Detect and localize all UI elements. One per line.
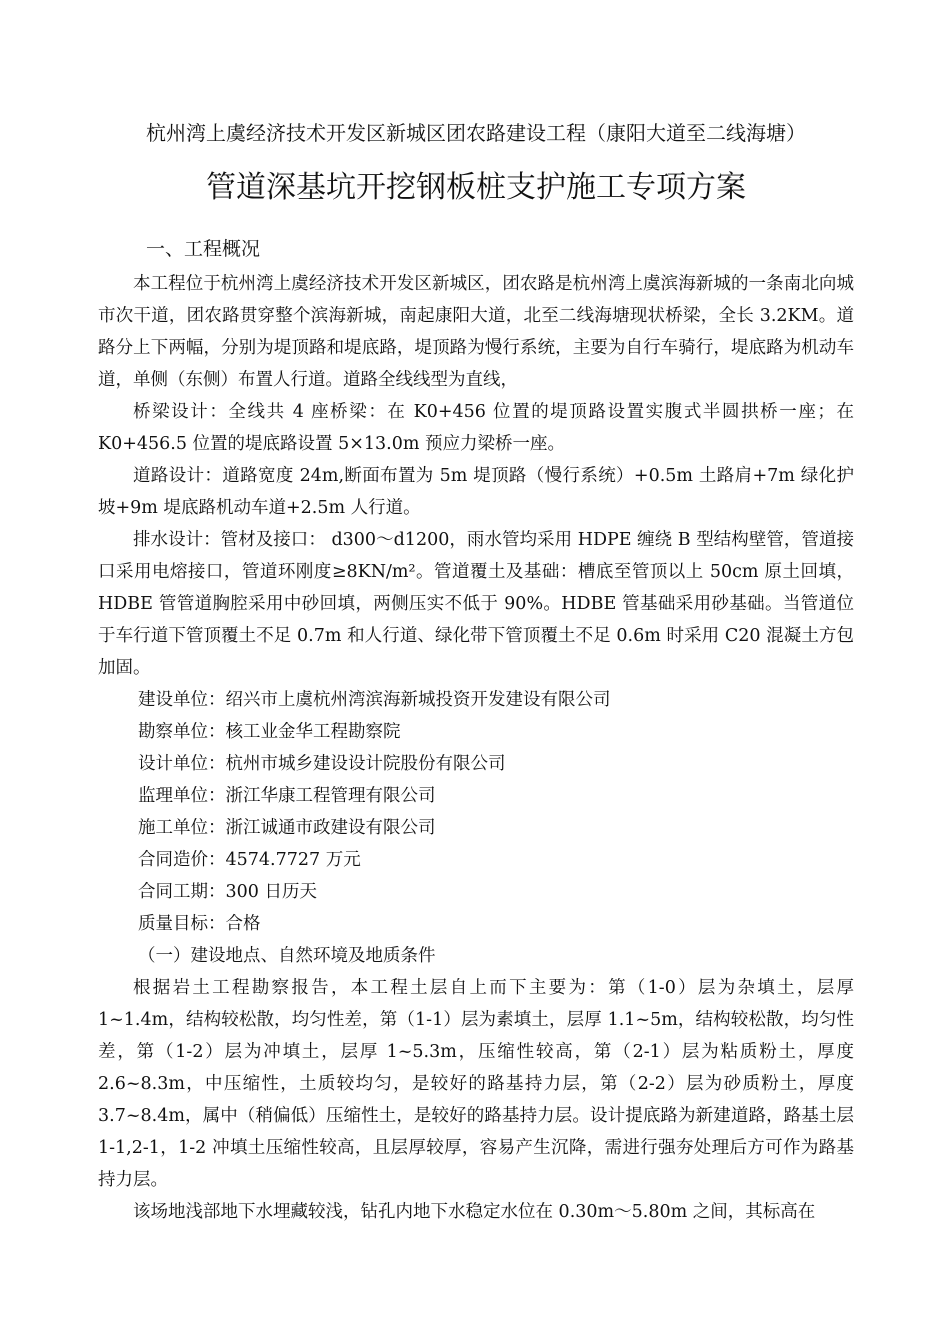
info-contractor-unit: 施工单位：浙江诚通市政建设有限公司: [138, 818, 436, 838]
info-supervision-unit: 监理单位：浙江华康工程管理有限公司: [138, 786, 436, 806]
paragraph-road-design: 道路设计：道路宽度 24m,断面布置为 5m 堤顶路（慢行系统）+0.5m 土路肩+7m 绿化护坡+9m 堤底路机动车道+2.5m 人行道。: [98, 466, 854, 518]
subsection-heading-site-conditions: （一）建设地点、自然环境及地质条件: [138, 946, 436, 966]
paragraph-overview: 本工程位于杭州湾上虞经济技术开发区新城区，团农路是杭州湾上虞滨海新城的一条南北向城市次干道，团农路贯穿整个滨海新城，南起康阳大道，北至二线海塘现状桥梁，全长 3.2KM。道路分上下两幅，分别为堤顶路和堤底路，堤顶路为慢行系统，主要为自行车骑行，堤底路为机动车道，单侧（东侧）布置人行道。道路全线线型为直线，: [98, 274, 854, 390]
info-contract-price: 合同造价：4574.7727 万元: [138, 850, 361, 870]
paragraph-drainage-design: 排水设计：管材及接口： d300～d1200，雨水管均采用 HDPE 缠绕 B 型结构壁管，管道接口采用电熔接口，管道环刚度≥8KN/m²。管道覆土及基础：槽底至管顶以上 50cm 原土回填，HDBE 管管道胸腔采用中砂回填，两侧压实不低于 90%。HDBE 管基础采用砂基础。当管道位于车行道下管顶覆土不足 0.7m 和人行道、绿化带下管顶覆土不足 0.6m 时采用 C20 混凝土方包加固。: [98, 530, 854, 678]
info-survey-unit: 勘察单位：核工业金华工程勘察院: [138, 722, 401, 742]
section-heading-overview: 一、工程概况: [146, 238, 261, 260]
paragraph-geology: 根据岩土工程勘察报告，本工程土层自上而下主要为：第（1-0）层为杂填土，层厚 1~1.4m，结构较松散，均匀性差，第（1-1）层为素填土，层厚 1.1~5m，结构较松散，均匀性差，第（1-2）层为冲填土，层厚 1~5.3m，压缩性较高，第（2-1）层为粘质粉土，厚度 2.6~8.3m，中压缩性，土质较均匀，是较好的路基持力层，第（2-2）层为砂质粉土，厚度 3.7~8.4m，属中（稍偏低）压缩性土，是较好的路基持力层。设计提底路为新建道路，路基土层 1-1,2-1，1-2 冲填土压缩性较高，且层厚较厚，容易产生沉降，需进行强夯处理后方可作为路基持力层。: [98, 978, 854, 1190]
info-quality-target: 质量目标：合格: [138, 914, 261, 934]
paragraph-groundwater: 该场地浅部地下水埋藏较浅，钻孔内地下水稳定水位在 0.30m～5.80m 之间，其标高在: [133, 1202, 816, 1222]
info-contract-period: 合同工期：300 日历天: [138, 882, 317, 902]
info-design-unit: 设计单位：杭州市城乡建设设计院股份有限公司: [138, 754, 506, 774]
paragraph-bridge-design: 桥梁设计：全线共 4 座桥梁：在 K0+456 位置的堤顶路设置实腹式半圆拱桥一座；在 K0+456.5 位置的堤底路设置 5×13.0m 预应力梁桥一座。: [98, 402, 854, 454]
document-title: 管道深基坑开挖钢板桩支护施工专项方案: [206, 170, 746, 205]
info-construction-unit: 建设单位：绍兴市上虞杭州湾滨海新城投资开发建设有限公司: [138, 690, 611, 710]
project-subtitle: 杭州湾上虞经济技术开发区新城区团农路建设工程（康阳大道至二线海塘）: [146, 121, 806, 145]
